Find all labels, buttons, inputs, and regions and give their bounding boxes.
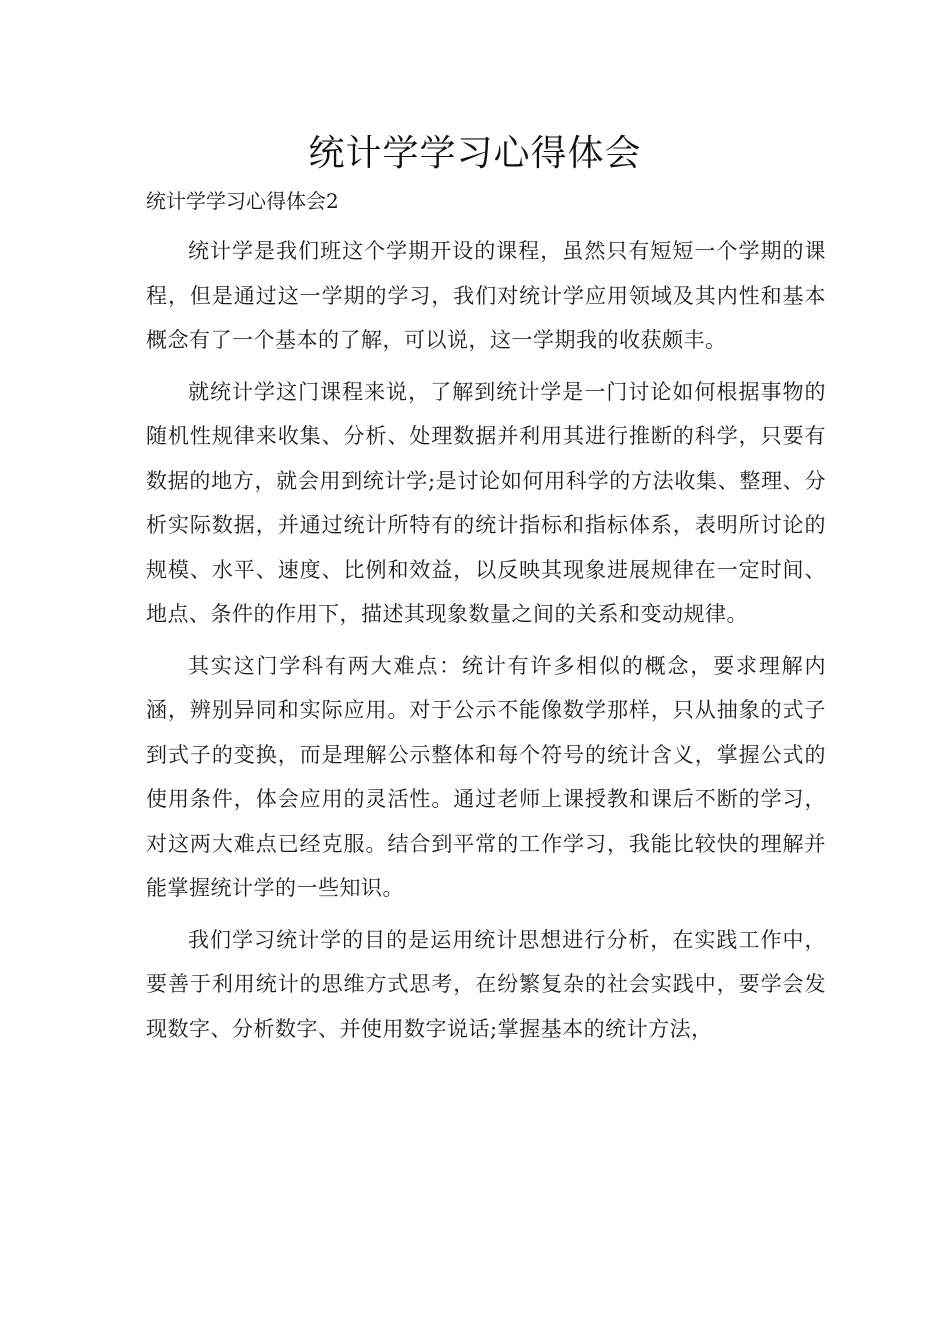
document-title: 统计学学习心得体会 — [308, 133, 642, 174]
paragraph-1: 统计学是我们班这个学期开设的课程，虽然只有短短一个学期的课程，但是通过这一学期的学习，我们对统计学应用领域及其内性和基本概念有了一个基本的了解，可以说，这一学期我的收获颇丰。 — [146, 239, 826, 352]
document-subtitle: 统计学学习心得体会2 — [146, 189, 339, 213]
document-body — [146, 229, 826, 1051]
paragraph-4: 我们学习统计学的目的是运用统计思想进行分析，在实践工作中，要善于利用统计的思维方式思考，在纷繁复杂的社会实践中，要学会发现数字、分析数字、并使用数字说话;掌握基本的统计方法， — [146, 927, 826, 1041]
paragraph-3: 其实这门学科有两大难点：统计有许多相似的概念，要求理解内涵，辨别异同和实际应用。对于公示不能像数学那样，只从抽象的式子到式子的变换，而是理解公示整体和每个符号的统计含义，掌握公式的使用条件，体会应用的灵活性。通过老师上课授教和课后不断的学习，对这两大难点已经克服。结合到平常的工作学习，我能比较快的理解并能掌握统计学的一些知识。 — [146, 653, 826, 900]
paragraph-2: 就统计学这门课程来说，了解到统计学是一门讨论如何根据事物的随机性规律来收集、分析、处理数据并利用其进行推断的科学，只要有数据的地方，就会用到统计学;是讨论如何用科学的方法收集、整理、分析实际数据，并通过统计所特有的统计指标和指标体系，表明所讨论的规模、水平、速度、比例和效益，以反映其现象进展规律在一定时间、地点、条件的作用下，描述其现象数量之间的关系和变动规律。 — [146, 379, 826, 626]
